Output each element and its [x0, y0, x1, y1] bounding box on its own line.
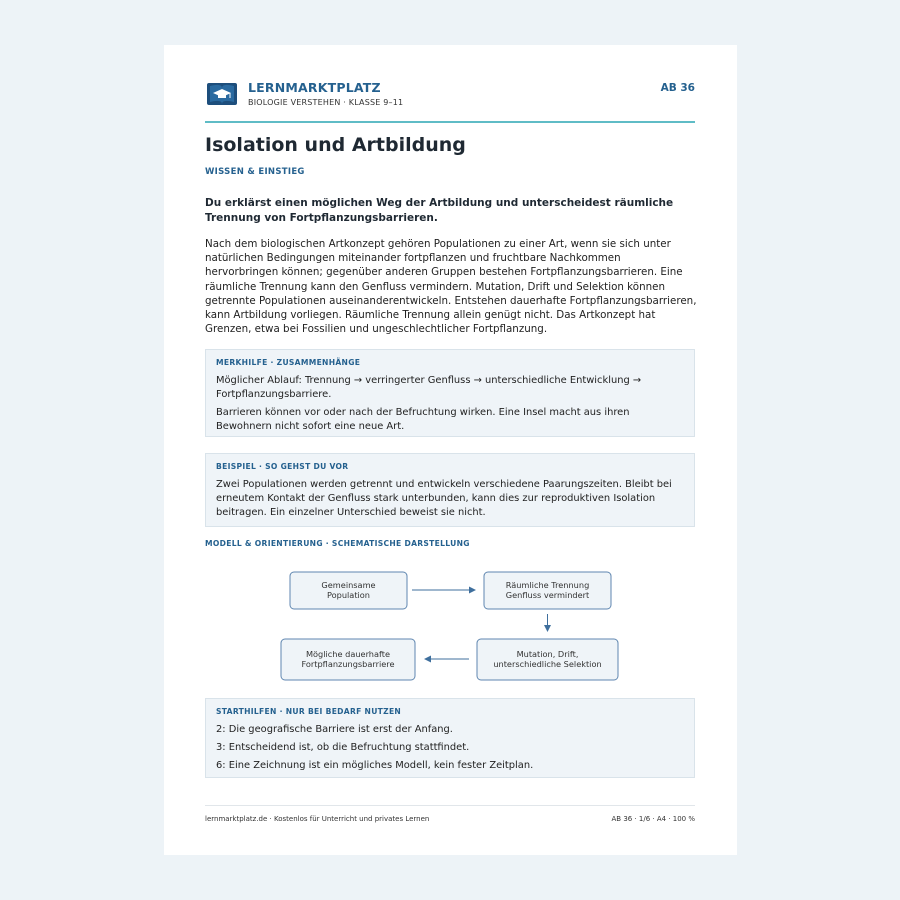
worksheet-page — [164, 45, 737, 855]
node-label: Fortpflanzungsbarriere — [301, 659, 395, 669]
example-text: Zwei Populationen werden getrennt und entwickeln verschiedene Paarungszeiten. Bleibt bei erneutem Kontakt der Genfluss stark unterbunden, kann dies zur reproduktiven Isolation beitragen. Ein einzelner Unterschied beweist sie nicht. — [216, 479, 672, 518]
diagram-node-spatial-separation — [484, 572, 611, 609]
starthilfen-title: STARTHILFEN · NUR BEI BEDARF NUTZEN — [216, 707, 402, 716]
flow-diagram — [164, 45, 737, 695]
section-label: WISSEN & EINSTIEG — [205, 167, 305, 177]
brand-name: LERNMARKTPLATZ — [248, 80, 381, 95]
footer-website: lernmarktplatz.de · Kostenlos für Unterricht und privates Lernen — [205, 815, 430, 823]
starthilfe-item: 6: Eine Zeichnung ist ein mögliches Modell, kein fester Zeitplan. — [216, 760, 534, 771]
hint-line: Barrieren können vor oder nach der Befruchtung wirken. Eine Insel macht aus ihren Bewohnern nicht sofort eine neue Art. — [216, 407, 630, 432]
starthilfe-item: 3: Entscheidend ist, ob die Befruchtung stattfindet. — [216, 742, 470, 753]
model-title: MODELL & ORIENTIERUNG · SCHEMATISCHE DARSTELLUNG — [205, 539, 470, 548]
footer-page-info: AB 36 · 1/6 · A4 · 100 % — [611, 815, 695, 823]
hint-box-title: MERKHILFE · ZUSAMMENHÄNGE — [216, 358, 361, 367]
sheet-number: AB 36 — [660, 82, 695, 94]
footer-divider — [205, 805, 695, 806]
diagram-node-mutation-drift-selection — [477, 639, 618, 680]
learning-goal: Du erklärst einen möglichen Weg der Artbildung und unterscheidest räumliche Trennung von Fortpflanzungsbarrieren. — [205, 197, 674, 224]
node-label: Population — [326, 590, 371, 600]
example-box-title: BEISPIEL · SO GEHST DU VOR — [216, 462, 349, 471]
node-label: unterschiedliche Selektion — [493, 659, 602, 669]
starthilfe-item: 2: Die geografische Barriere ist erst der Anfang. — [216, 724, 453, 735]
diagram-node-reproductive-barrier — [281, 639, 415, 680]
node-label: Mutation, Drift, — [516, 649, 579, 659]
page-title: Isolation und Artbildung — [205, 134, 466, 156]
brand-subtitle: BIOLOGIE VERSTEHEN · KLASSE 9–11 — [248, 98, 404, 107]
node-label: Räumliche Trennung — [505, 580, 590, 590]
node-label: Genfluss vermindert — [505, 590, 590, 600]
hint-line: Möglicher Ablauf: Trennung → verringerter Genfluss → unterschiedliche Entwicklung → Fortpflanzungsbarriere. — [216, 375, 642, 400]
diagram-node-common-population — [290, 572, 407, 609]
node-label: Gemeinsame — [321, 580, 376, 590]
node-label: Mögliche dauerhafte — [305, 649, 391, 659]
intro-text: Nach dem biologischen Artkonzept gehören Populationen zu einer Art, wenn sie sich unter natürlichen Bedingungen miteinander fortpflanzen und fruchtbare Nachkommen hervorbringen können; gegenüber anderen Gruppen bestehen Fortpflanzungsbarrieren. Eine räumliche Trennung kann den Genfluss vermindern. Mutation, Drift und Selektion können getrennte Populationen auseinanderentwickeln. Entstehen dauerhafte Fortpflanzungsbarrieren, kann Artbildung vorliegen. Räumliche Trennung allein genügt nicht. Das Artkonzept hat Grenzen, etwa bei Fossilien und ungeschlechtlicher Fortpflanzung. — [205, 238, 697, 336]
starthilfen-box — [205, 698, 695, 778]
